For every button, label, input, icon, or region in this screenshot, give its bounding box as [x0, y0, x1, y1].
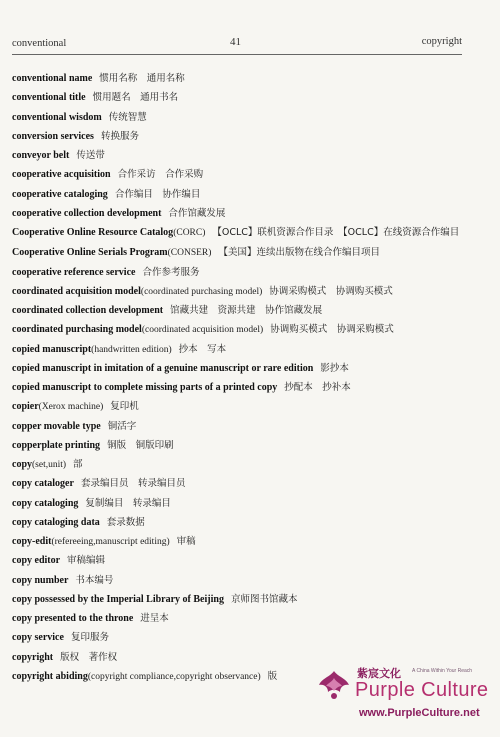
- entry-term: conventional title: [12, 92, 86, 104]
- entry-list: [12, 69, 464, 686]
- entry-term: conventional name: [12, 73, 93, 84]
- header-right-guide-word: copyright: [421, 36, 462, 47]
- entry-term: copy possessed by the Imperial Library of Beijing: [12, 593, 224, 605]
- purple-culture-logo-icon: [315, 668, 353, 702]
- dictionary-entry: [12, 474, 464, 493]
- entry-translation: 惯用题名 通用书名: [92, 92, 179, 104]
- entry-translation: 馆藏共建 资源共建 协作馆藏发展: [170, 305, 323, 316]
- entry-term: conversion services: [12, 130, 94, 142]
- watermark-brand: Purple Culture: [355, 679, 489, 701]
- entry-variant: (Xerox machine): [38, 402, 104, 413]
- entry-translation: 部: [73, 459, 83, 470]
- entry-term: copier: [12, 401, 39, 413]
- entry-translation: 复印机: [110, 401, 139, 413]
- dictionary-entry: [12, 185, 464, 204]
- entry-translation: 抄配本 抄补本: [284, 382, 351, 393]
- dictionary-entry: [12, 223, 464, 243]
- entry-term: cooperative collection development: [12, 207, 162, 219]
- entry-translation: 审稿编辑: [67, 555, 106, 567]
- dictionary-entry: [12, 263, 464, 282]
- entry-variant: (CONSER): [167, 248, 212, 259]
- watermark-url: www.PurpleCulture.net: [359, 707, 480, 719]
- dictionary-entry: [12, 551, 464, 570]
- header-left-guide-word: conventional: [12, 38, 67, 49]
- entry-term: coordinated collection development: [12, 305, 164, 316]
- entry-translation: 抄本 写本: [178, 343, 227, 355]
- watermark-tagline: A China Within Your Reach: [412, 668, 473, 674]
- entry-translation: 影抄本: [320, 362, 349, 374]
- dictionary-entry: [12, 455, 464, 474]
- dictionary-entry: [12, 378, 464, 397]
- dictionary-entry: [12, 494, 464, 513]
- entry-translation: 合作采访 合作采购: [117, 169, 204, 181]
- page-header: [12, 36, 462, 50]
- dictionary-entry: [12, 282, 464, 301]
- entry-variant: (CORC): [173, 228, 206, 238]
- entry-term: copied manuscript in imitation of a genuine manuscript or rare edition: [12, 362, 314, 374]
- dictionary-entry: [12, 108, 464, 127]
- entry-variant: (set,unit): [32, 460, 67, 470]
- entry-term: copy presented to the throne: [12, 613, 134, 624]
- entry-term: conventional wisdom: [12, 111, 102, 123]
- entry-translation: 铜版 铜版印刷: [107, 439, 174, 451]
- dictionary-entry: [12, 127, 464, 146]
- entry-term: cooperative cataloging: [12, 188, 108, 200]
- header-rule: [12, 54, 462, 55]
- entry-translation: 铜活字: [107, 420, 137, 432]
- entry-translation: 合作参考服务: [142, 266, 200, 278]
- watermark: [315, 662, 497, 732]
- dictionary-entry: [12, 243, 464, 262]
- entry-translation: 协调采购模式 协调购买模式: [269, 285, 393, 297]
- entry-term: coordinated acquisition model: [12, 285, 141, 297]
- dictionary-entry: [12, 628, 464, 647]
- entry-translation: 复印服务: [70, 632, 109, 644]
- entry-translation: 复制编目 转录编目: [85, 497, 171, 509]
- entry-translation: 合作馆藏发展: [168, 207, 226, 219]
- dictionary-entry: [12, 146, 464, 165]
- entry-translation: 京师图书馆藏本: [230, 593, 298, 605]
- entry-translation: 合作编目 协作编目: [114, 188, 201, 200]
- entry-term: copy: [12, 459, 32, 470]
- dictionary-entry: [12, 609, 464, 628]
- dictionary-entry: [12, 571, 464, 590]
- entry-term: copy service: [12, 632, 64, 644]
- entry-term: copper movable type: [12, 420, 101, 432]
- entry-translation: 版权 著作权: [60, 651, 118, 663]
- entry-term: copied manuscript: [12, 343, 92, 355]
- dictionary-entry: [12, 69, 464, 88]
- entry-term: conveyor belt: [12, 150, 70, 161]
- entry-translation: 进呈本: [140, 613, 169, 624]
- dictionary-entry: [12, 532, 464, 551]
- entry-term: copyright abiding: [12, 670, 88, 682]
- entry-translation: 转换服务: [100, 130, 139, 142]
- dictionary-entry: [12, 417, 464, 436]
- dictionary-entry: [12, 165, 464, 184]
- entry-term: cooperative reference service: [12, 266, 136, 278]
- entry-term: copied manuscript to complete missing parts of a printed copy: [12, 382, 278, 393]
- entry-term: coordinated purchasing model: [12, 324, 142, 336]
- entry-term: copyright: [12, 651, 54, 663]
- entry-term: copy cataloger: [12, 478, 74, 490]
- entry-translation: 版: [267, 670, 278, 682]
- entry-translation: 书本编号: [75, 574, 114, 586]
- entry-translation: 审稿: [176, 536, 196, 547]
- entry-term: Cooperative Online Resource Catalog: [12, 227, 174, 238]
- dictionary-entry: [12, 301, 464, 320]
- dictionary-entry: [12, 436, 464, 455]
- entry-term: copy-edit: [12, 536, 52, 547]
- dictionary-entry: [12, 359, 464, 378]
- dictionary-entry: [12, 513, 464, 532]
- entry-translation: 传统智慧: [108, 111, 147, 123]
- dictionary-entry: [12, 340, 464, 359]
- entry-translation: 惯用名称 通用名称: [99, 73, 185, 84]
- entry-variant: (refereeing,manuscript editing): [51, 537, 170, 547]
- entry-variant: (coordinated purchasing model): [140, 286, 263, 297]
- dictionary-entry: [12, 88, 464, 107]
- dictionary-entry: [12, 320, 464, 339]
- entry-variant: (copyright compliance,copyright observance): [87, 671, 261, 682]
- entry-term: copy number: [12, 574, 69, 586]
- entry-variant: (coordinated acquisition model): [141, 325, 264, 336]
- entry-term: Cooperative Online Serials Program: [12, 247, 168, 259]
- page-number: 41: [230, 36, 241, 48]
- entry-term: copperplate printing: [12, 439, 101, 451]
- watermark-chinese-name: 紫宸文化: [357, 667, 401, 680]
- dictionary-entry: [12, 397, 464, 416]
- entry-translation: 协调购买模式 协调采购模式: [270, 324, 394, 336]
- entry-term: cooperative acquisition: [12, 169, 111, 181]
- entry-variant: (handwritten edition): [91, 344, 172, 355]
- entry-translation: 套录数据: [106, 516, 145, 528]
- entry-translation: 【美国】连续出版物在线合作编目项目: [218, 247, 380, 259]
- dictionary-entry: [12, 590, 464, 609]
- entry-term: copy editor: [12, 555, 61, 567]
- entry-term: copy cataloging: [12, 497, 79, 509]
- entry-translation: 传送带: [76, 150, 105, 161]
- entry-translation: 【OCLC】联机资源合作目录 【OCLC】在线资源合作编目: [212, 227, 460, 238]
- entry-translation: 套录编目员 转录编目员: [80, 478, 186, 490]
- entry-term: copy cataloging data: [12, 516, 100, 528]
- dictionary-entry: [12, 204, 464, 223]
